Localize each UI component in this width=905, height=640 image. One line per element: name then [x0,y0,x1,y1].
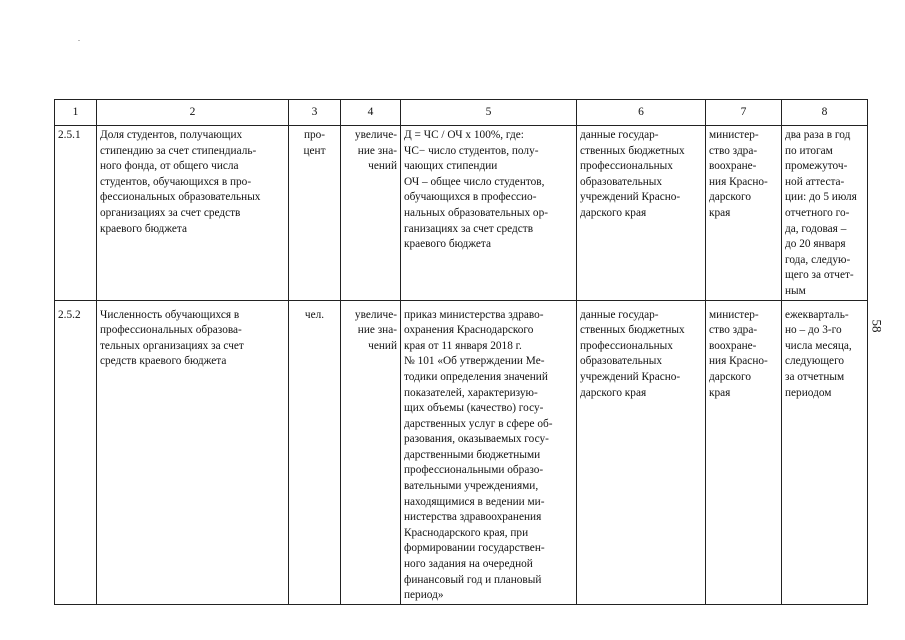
header-cell-7: 7 [706,100,782,126]
indicator-name: Доля студентов, получающих стипендию за счет стипендиаль- ного фонда, от общего числа студентов, обучающихся в про- фессиональных образовательных организациях за счет средств краевого бюджета [97,126,289,301]
header-cell-1: 1 [55,100,97,126]
table-row [55,126,868,301]
trend-direction: увеличе- ние зна- чений [341,126,401,301]
reporting-period: ежекварталь- но – до 3-го числа месяца, следующего за отчетным периодом [782,300,868,604]
scan-artifact [78,40,80,41]
page-number: 58 [869,319,885,333]
header-cell-4: 4 [341,100,401,126]
header-cell-5: 5 [401,100,577,126]
calculation-method: приказ министерства здраво- охранения Краснодарского края от 11 января 2018 г. № 101 «Об утверждении Ме- тодики определения значений показателей, характеризую- щих объемы (качество) госу- дарственных услуг в сфере об- разования, оказываемых госу- дарственными бюджетными профессиональными образо- вательными учреждениями, находящимися в ведении ми- нистерства здравоохранения Краснодарского края, при формировании государствен- ного задания на очередной финансовый год и плановый период» [401,300,577,604]
row-number: 2.5.1 [55,126,97,301]
unit-of-measure: чел. [289,300,341,604]
header-cell-2: 2 [97,100,289,126]
header-cell-8: 8 [782,100,868,126]
responsible-body: министер- ство здра- воохране- ния Красно- дарского края [706,300,782,604]
row-number: 2.5.2 [55,300,97,604]
trend-direction: увеличе- ние зна- чений [341,300,401,604]
table-row [55,300,868,604]
data-source: данные государ- ственных бюджетных профессиональных образовательных учреждений Красно- дарского края [577,300,706,604]
table-header-row [55,100,868,126]
reporting-period: два раза в год по итогам промежуточ- ной аттеста- ции: до 5 июля отчетного го- да, годовая – до 20 января года, следую- щего за отчет- ным [782,126,868,301]
indicators-table [54,99,868,605]
data-source: данные государ- ственных бюджетных профессиональных образовательных учреждений Красно- дарского края [577,126,706,301]
header-cell-6: 6 [577,100,706,126]
indicator-name: Численность обучающихся в профессиональных образова- тельных организациях за счет средств краевого бюджета [97,300,289,604]
responsible-body: министер- ство здра- воохране- ния Красно- дарского края [706,126,782,301]
unit-of-measure: про- цент [289,126,341,301]
header-cell-3: 3 [289,100,341,126]
calculation-method: Д = ЧС / ОЧ х 100%, где: ЧС− число студентов, полу- чающих стипендии ОЧ – общее число студентов, обучающихся в профессио- нальных образовательных ор- ганизациях за счет средств краевого бюджета [401,126,577,301]
